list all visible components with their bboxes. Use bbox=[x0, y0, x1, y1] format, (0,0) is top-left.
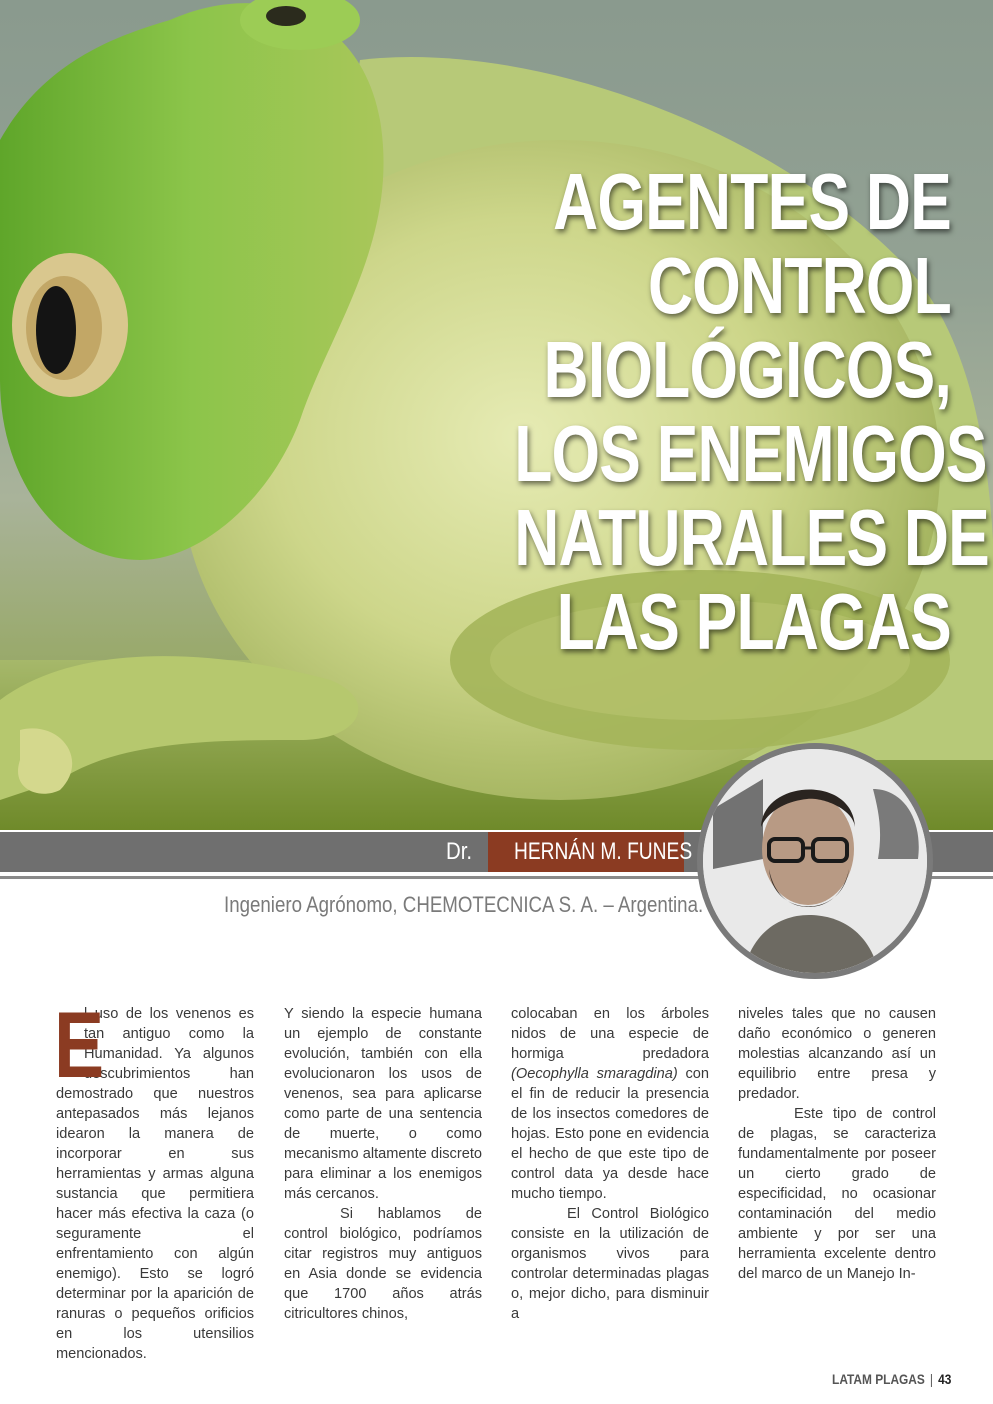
body-paragraph: Este tipo de control de plagas, se caracteriza fundamentalmente por poseer un cierto grado de especificidad, no ocasionar contaminación del medio ambiente y por ser una herramienta excelente dentro del marco de un Manejo In- bbox=[738, 1106, 936, 1282]
page-number: 43 bbox=[937, 1371, 951, 1387]
body-paragraph bbox=[511, 1004, 709, 1204]
body-paragraph: l uso de los venenos es tan antiguo como la Humanidad. Ya algunos descubrimientos han demostrado que nuestros antepasados más lejanos idearon la manera de incorporar en sus herramientas y armas alguna sustancia que permitiera hacer más efectiva la caza (o seguramente el enfrentamiento con algún enemigo). Esto se logró determinar por la aparición de ranuras o pequeños orificios en los utensilios mencionados. bbox=[56, 1006, 254, 1362]
body-column-3 bbox=[511, 1004, 709, 1324]
title-line: LOS ENEMIGOS bbox=[514, 409, 987, 498]
title-line: CONTROL bbox=[647, 241, 951, 330]
body-paragraph: El Control Biológico consiste en la utilización de organismos vivos para controlar determinadas plagas o, mejor dicho, para disminuir a bbox=[511, 1206, 709, 1322]
author-affiliation: Ingeniero Agrónomo, CHEMOTECNICA S. A. – Argentina. bbox=[224, 892, 704, 917]
author-name: HERNÁN M. FUNES bbox=[514, 838, 693, 865]
page-footer bbox=[832, 1371, 951, 1387]
author-photo bbox=[703, 749, 927, 973]
body-column-2 bbox=[284, 1004, 482, 1324]
body-column-1 bbox=[54, 992, 254, 1364]
body-paragraph: Si hablamos de control biológico, podríamos citar registros muy antiguos en Asia donde se evidencia que 1700 años atrás citricultores chinos, bbox=[284, 1206, 482, 1322]
magazine-name: LATAM PLAGAS bbox=[831, 1371, 925, 1387]
body-text: colocaban en los árboles nidos de una especie de hormiga predadora bbox=[511, 1006, 709, 1062]
author-avatar bbox=[697, 743, 933, 979]
body-text: con el fin de reducir la presencia de los insectos comedores de hojas. Esto pone en evidencia el hecho de que este tipo de control data ya desde hace mucho tiempo. bbox=[511, 1066, 709, 1202]
title-line: LAS PLAGAS bbox=[556, 577, 951, 666]
author-portrait-illustration bbox=[703, 749, 927, 973]
footer-separator: | bbox=[929, 1371, 933, 1387]
drop-cap: E bbox=[54, 992, 105, 1097]
body-paragraph: niveles tales que no causen daño económico o generen molestias alcanzando así un equilibrio entre presa y predador. bbox=[738, 1006, 936, 1102]
title-line: BIOLÓGICOS, bbox=[543, 325, 951, 414]
article-title bbox=[514, 157, 990, 666]
author-prefix: Dr. bbox=[446, 838, 473, 865]
title-line: AGENTES DE bbox=[553, 157, 951, 246]
species-name: (Oecophylla smaragdina) bbox=[511, 1066, 678, 1082]
title-line: NATURALES DE bbox=[514, 493, 990, 582]
body-paragraph: Y siendo la especie humana un ejemplo de constante evolución, también con ella evolucionaron los usos de venenos, sea para aplicarse como parte de una sentencia de muerte, o como mecanismo altamente discreto para eliminar a los enemigos más cercanos. bbox=[284, 1006, 482, 1202]
body-column-4 bbox=[738, 1004, 936, 1284]
